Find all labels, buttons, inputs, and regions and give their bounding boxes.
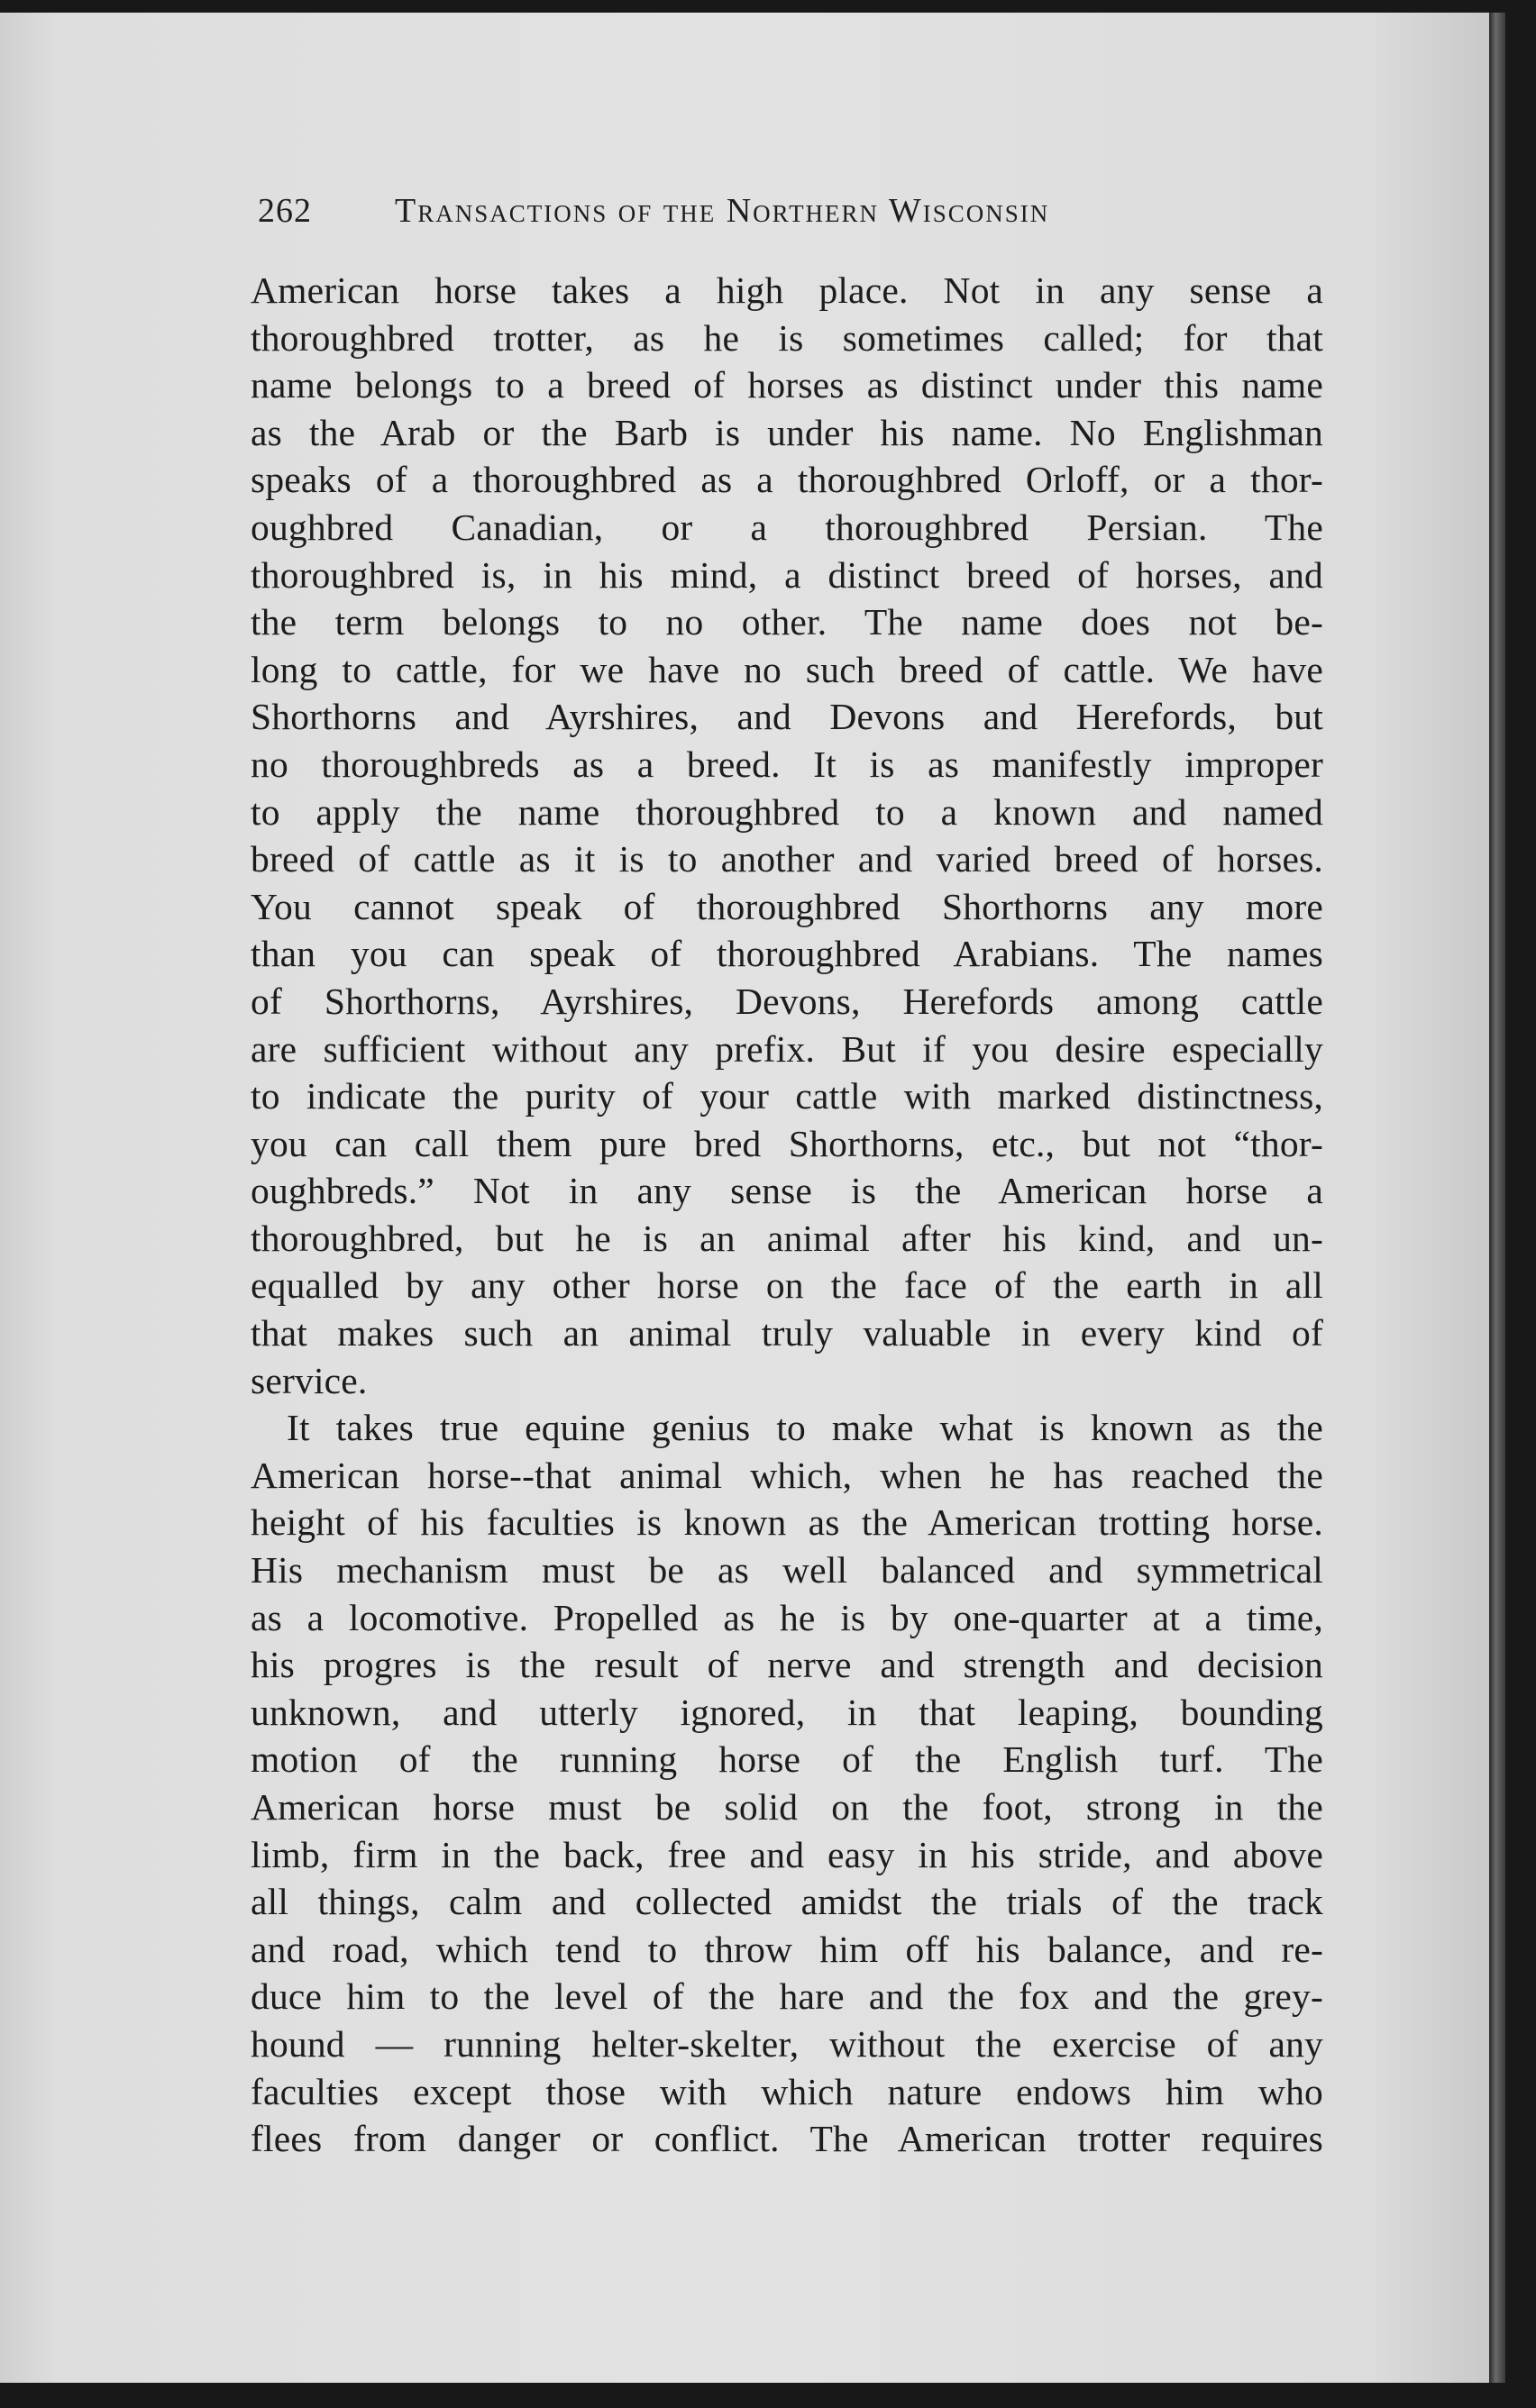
text-line: limb, firm in the back, free and easy in his stride, and above bbox=[251, 1833, 1323, 1875]
text-line: unknown, and utterly ignored, in that leaping, bounding bbox=[251, 1691, 1323, 1733]
text-line: all things, calm and collected amidst the trials of the track bbox=[251, 1881, 1323, 1923]
text-line: his progres is the result of nerve and strength and decision bbox=[251, 1644, 1323, 1686]
text-line: thoroughbred is, in his mind, a distinct breed of horses, and bbox=[251, 553, 1323, 596]
text-line: You cannot speak of thoroughbred Shorthorns any more bbox=[251, 885, 1323, 927]
text-line: oughbred Canadian, or a thoroughbred Persian. The bbox=[251, 506, 1323, 548]
text-line: faculties except those with which nature endows him who bbox=[251, 2070, 1323, 2112]
text-line: American horse takes a high place. Not in any sense a bbox=[251, 269, 1323, 311]
page-edge-shadow bbox=[1489, 13, 1505, 2383]
text-line: motion of the running horse of the English turf. The bbox=[251, 1738, 1323, 1781]
text-line: It takes true equine genius to make what is known as the bbox=[287, 1407, 1323, 1449]
text-line: name belongs to a breed of horses as distinct under this name bbox=[251, 364, 1323, 406]
page-number: 262 bbox=[258, 192, 312, 230]
paragraph-1 bbox=[251, 267, 1323, 1404]
text-line: duce him to the level of the hare and the fox and the grey- bbox=[251, 1975, 1323, 2018]
text-line: American horse--that animal which, when he has reached the bbox=[251, 1454, 1323, 1496]
text-line: thoroughbred, but he is an animal after his kind, and un- bbox=[251, 1217, 1323, 1259]
body-text bbox=[251, 267, 1323, 2163]
text-line: height of his faculties is known as the American trotting horse. bbox=[251, 1501, 1323, 1544]
text-line: flees from danger or conflict. The American trotter requires bbox=[251, 2118, 1323, 2160]
text-line: His mechanism must be as well balanced and symmetrical bbox=[251, 1549, 1323, 1592]
text-line: thoroughbred trotter, as he is sometimes called; for that bbox=[251, 316, 1323, 359]
text-line: of Shorthorns, Ayrshires, Devons, Herefords among cattle bbox=[251, 980, 1323, 1022]
text-line: the term belongs to no other. The name does not be- bbox=[251, 601, 1323, 643]
text-line: long to cattle, for we have no such breed of cattle. We have bbox=[251, 648, 1323, 690]
text-line: Shorthorns and Ayrshires, and Devons and Herefords, but bbox=[251, 696, 1323, 738]
text-line: and road, which tend to throw him off his balance, and re- bbox=[251, 1928, 1323, 1970]
text-line: speaks of a thoroughbred as a thoroughbred Orloff, or a thor- bbox=[251, 459, 1323, 501]
paragraph-2 bbox=[251, 1404, 1323, 2163]
running-head: Transactions of the Northern Wisconsin bbox=[395, 192, 1050, 230]
text-line: hound — running helter-skelter, without the exercise of any bbox=[251, 2022, 1323, 2065]
text-line: as a locomotive. Propelled as he is by one-quarter at a time, bbox=[251, 1596, 1323, 1638]
text-line: to indicate the purity of your cattle with marked distinctness, bbox=[251, 1075, 1323, 1117]
text-line: equalled by any other horse on the face of the earth in all bbox=[251, 1264, 1323, 1307]
text-line: service. bbox=[251, 1359, 368, 1401]
text-line: than you can speak of thoroughbred Arabians. The names bbox=[251, 933, 1323, 975]
page-header bbox=[258, 191, 1330, 245]
text-line: breed of cattle as it is to another and varied breed of horses. bbox=[251, 838, 1323, 880]
text-line: no thoroughbreds as a breed. It is as manifestly improper bbox=[251, 743, 1323, 785]
text-line: as the Arab or the Barb is under his name. No Englishman bbox=[251, 411, 1323, 453]
text-line: oughbreds.” Not in any sense is the American horse a bbox=[251, 1170, 1323, 1212]
text-line: that makes such an animal truly valuable in every kind of bbox=[251, 1312, 1323, 1354]
text-line: American horse must be solid on the foot, strong in the bbox=[251, 1786, 1323, 1828]
text-line: are sufficient without any prefix. But if you desire especially bbox=[251, 1027, 1323, 1070]
text-line: you can call them pure bred Shorthorns, etc., but not “thor- bbox=[251, 1122, 1323, 1164]
text-line: to apply the name thoroughbred to a known and named bbox=[251, 790, 1323, 833]
